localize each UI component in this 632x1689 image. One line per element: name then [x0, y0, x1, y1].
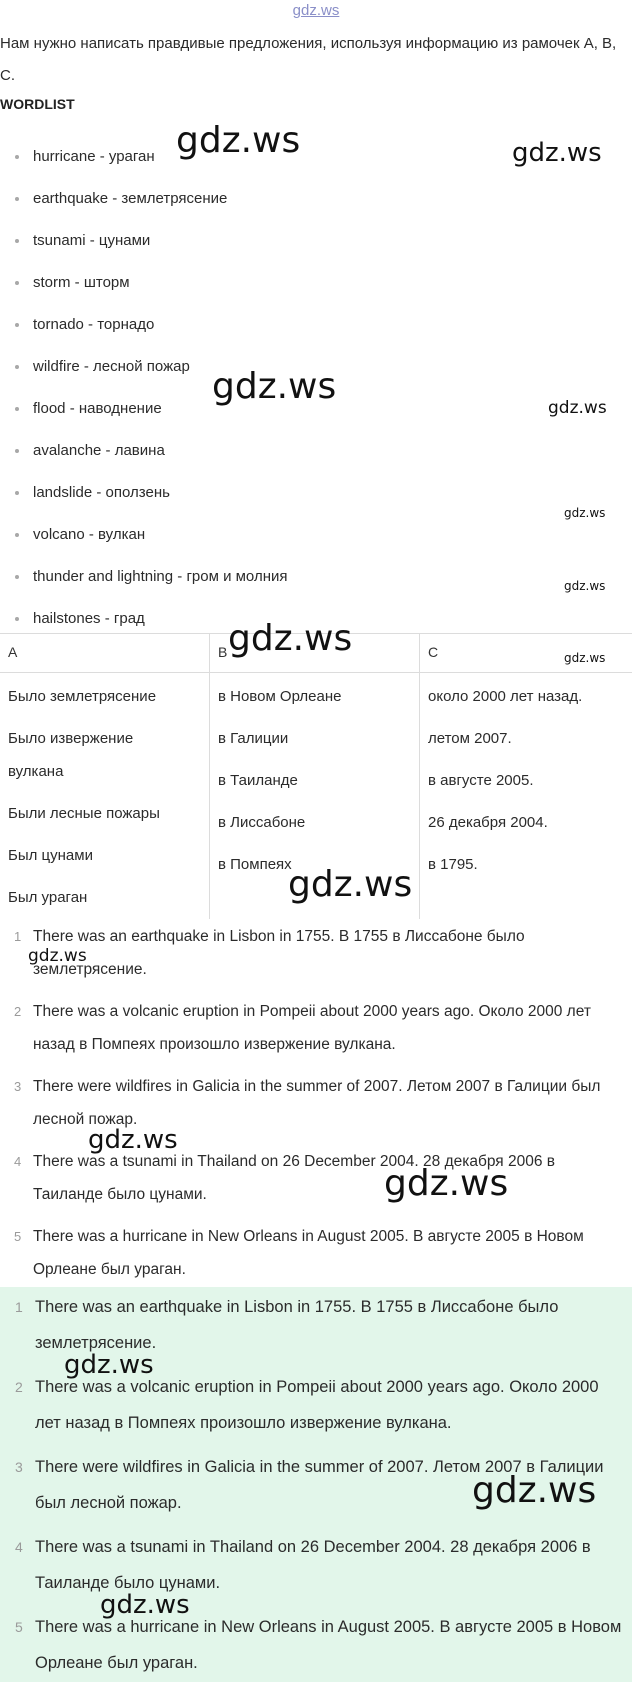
- wordlist-heading: WORDLIST: [0, 96, 75, 112]
- watermark: gdz.ws: [564, 506, 606, 520]
- table-cell: Было землетрясение: [8, 688, 157, 705]
- table-cell: в Лиссабоне: [218, 814, 306, 831]
- item-number: 4: [14, 1154, 22, 1169]
- bullet-icon: [15, 155, 19, 159]
- item-number: 3: [14, 1079, 22, 1094]
- table-cell: Было извержение: [8, 730, 134, 747]
- watermark: gdz.ws: [176, 120, 301, 161]
- table-cell: в 1795.: [428, 856, 478, 873]
- list-item: wildfire - лесной пожар: [0, 346, 288, 388]
- table-cell: Были лесные пожары: [8, 805, 160, 822]
- list-item: volcano - вулкан: [0, 514, 288, 556]
- table-cell: в Новом Орлеане: [218, 688, 342, 705]
- bullet-icon: [15, 449, 19, 453]
- table-header-b: B: [218, 644, 228, 660]
- table-cell: 26 декабря 2004.: [428, 814, 548, 831]
- item-number: 2: [14, 1004, 22, 1019]
- list-item: [0, 1529, 632, 1609]
- bullet-icon: [15, 323, 19, 327]
- list-item: tornado - торнадо: [0, 304, 288, 346]
- answer-text: There were wildfires in Galicia in the summer of 2007. Летом 2007 в Галиции был лесной пожар.: [35, 1458, 604, 1512]
- list-item: earthquake - землетрясение: [0, 178, 288, 220]
- answer-text: There was an earthquake in Lisbon in 1755. В 1755 в Лиссабоне было землетрясение.: [33, 928, 525, 978]
- watermark: gdz.ws: [564, 579, 606, 593]
- table-cell: в Помпеях: [218, 856, 292, 873]
- watermark: gdz.ws: [88, 1125, 178, 1155]
- table-header-divider: [0, 672, 632, 673]
- item-number: 1: [15, 1299, 23, 1315]
- table-header-a: A: [8, 644, 18, 660]
- watermark: gdz.ws: [548, 398, 607, 418]
- list-item: flood - наводнение: [0, 388, 288, 430]
- answer-text: There were wildfires in Galicia in the summer of 2007. Летом 2007 в Галиции был лесной пожар.: [33, 1078, 601, 1128]
- answer-text: There was a volcanic eruption in Pompeii about 2000 years ago. Около 2000 лет назад в Помпеях произошло извержение вулкана.: [35, 1378, 599, 1432]
- answer-list: [0, 920, 632, 1295]
- answer-text: There was a hurricane in New Orleans in August 2005. В августе 2005 в Новом Орлеане был ураган.: [35, 1618, 622, 1672]
- item-number: 5: [15, 1619, 23, 1635]
- table-cell: около 2000 лет назад.: [428, 688, 583, 705]
- watermark: gdz.ws: [512, 138, 602, 168]
- table-cell: в августе 2005.: [428, 772, 534, 789]
- list-item: landslide - оползень: [0, 472, 288, 514]
- watermark: gdz.ws: [64, 1350, 154, 1380]
- site-header-link[interactable]: gdz.ws: [292, 2, 340, 19]
- watermark: gdz.ws: [28, 946, 87, 966]
- table-cell: Был ураган: [8, 889, 88, 906]
- bullet-icon: [15, 407, 19, 411]
- answer-text: There was a tsunami in Thailand on 26 December 2004. 28 декабря 2006 в Таиланде было цунами.: [35, 1538, 591, 1592]
- watermark: gdz.ws: [564, 651, 606, 665]
- watermark: gdz.ws: [384, 1163, 509, 1204]
- list-item: tsunami - цунами: [0, 220, 288, 262]
- table-column-c: [420, 634, 632, 919]
- watermark: gdz.ws: [100, 1590, 190, 1620]
- bullet-icon: [15, 491, 19, 495]
- intro-text: Нам нужно написать правдивые предложения, используя информацию из рамочек A, B, C.: [0, 35, 617, 84]
- list-item: [0, 1220, 632, 1295]
- table-cell: Был цунами: [8, 847, 93, 864]
- list-item: hailstones - град: [0, 598, 288, 640]
- bullet-icon: [15, 365, 19, 369]
- item-number: 5: [14, 1229, 22, 1244]
- table-header-c: C: [428, 644, 439, 660]
- table-cell: вулкана: [8, 763, 64, 780]
- bullet-icon: [15, 281, 19, 285]
- watermark: gdz.ws: [212, 366, 337, 407]
- answer-text: There was an earthquake in Lisbon in 1755. В 1755 в Лиссабоне было землетрясение.: [35, 1298, 559, 1352]
- item-number: 3: [15, 1459, 23, 1475]
- bullet-icon: [15, 239, 19, 243]
- answer-text: There was a hurricane in New Orleans in August 2005. В августе 2005 в Новом Орлеане был ураган.: [33, 1228, 584, 1278]
- bullet-icon: [15, 197, 19, 201]
- bullet-icon: [15, 575, 19, 579]
- bullet-icon: [15, 617, 19, 621]
- answer-text: There was a volcanic eruption in Pompeii about 2000 years ago. Около 2000 лет назад в Помпеях произошло извержение вулкана.: [33, 1003, 591, 1053]
- answer-text: There was a tsunami in Thailand on 26 December 2004. 28 декабря 2006 в Таиланде было цунами.: [33, 1153, 556, 1203]
- list-item: [0, 1609, 632, 1689]
- list-item: [0, 920, 632, 995]
- list-item: [0, 1369, 632, 1449]
- item-number: 1: [14, 929, 22, 944]
- item-number: 4: [15, 1539, 23, 1555]
- item-number: 2: [15, 1379, 23, 1395]
- watermark: gdz.ws: [288, 864, 413, 905]
- list-item: hurricane - ураган: [0, 136, 288, 178]
- watermark: gdz.ws: [228, 618, 353, 659]
- table-cell: в Галиции: [218, 730, 289, 747]
- list-item: storm - шторм: [0, 262, 288, 304]
- list-item: avalanche - лавина: [0, 430, 288, 472]
- list-item: [0, 1145, 632, 1220]
- list-item: [0, 995, 632, 1070]
- table-cell: летом 2007.: [428, 730, 512, 747]
- list-item: thunder and lightning - гром и молния: [0, 556, 288, 598]
- watermark: gdz.ws: [472, 1470, 597, 1511]
- table-cell: в Таиланде: [218, 772, 298, 789]
- table-column-a: [0, 634, 210, 919]
- bullet-icon: [15, 533, 19, 537]
